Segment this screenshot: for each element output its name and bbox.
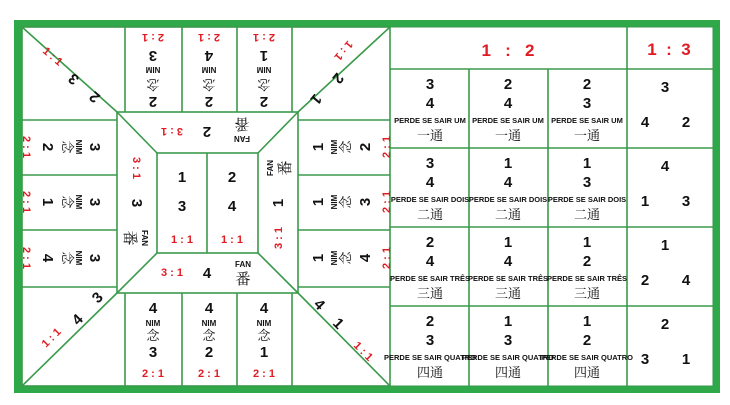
chinese-label: 二通: [573, 208, 601, 223]
cell-top-num: 1: [582, 313, 592, 330]
perde-label: PERDE SE SAIR UM: [551, 116, 623, 125]
cell-top-num: 3: [425, 155, 435, 172]
fan-ratio: 3 : 1: [160, 267, 184, 279]
cell-bottom-num: 4: [503, 253, 513, 270]
cell-ratio: 2 : 1: [381, 190, 393, 214]
cell-nian: 念: [59, 140, 74, 154]
corner-num: 3: [88, 288, 107, 307]
side-top-num: 4: [660, 158, 670, 175]
fan-ratio: 3 : 1: [160, 125, 184, 137]
chinese-label: 一通: [494, 129, 522, 144]
cell-nian: 念: [146, 329, 160, 344]
perde-label: PERDE SE SAIR UM: [394, 116, 466, 125]
side-right-num: 2: [681, 114, 691, 131]
cell-bottom-num: 4: [425, 174, 435, 191]
corner-ratio: 1 : 1: [39, 326, 64, 351]
cell-num: 1: [259, 47, 269, 64]
perde-label: PERDE SE SAIR DOIS: [547, 195, 627, 204]
cell-ratio: 2 : 1: [141, 31, 165, 43]
cell-bottom-num: 3: [582, 95, 592, 112]
cell-a: 3: [357, 197, 374, 207]
corner-num: 2: [86, 87, 104, 106]
fan-label: FAN: [234, 134, 250, 143]
cell-top-num: 1: [503, 313, 513, 330]
cell-top-num: 2: [425, 313, 435, 330]
cell-top-num: 1: [503, 234, 513, 251]
cell-bottom-num: 3: [425, 332, 435, 349]
cell-ratio: 2 : 1: [197, 368, 221, 380]
chinese-label: 一通: [416, 129, 444, 144]
cell-bottom-num: 2: [582, 253, 592, 270]
corner-num: 4: [68, 310, 87, 329]
cell-nian: 念: [146, 76, 160, 91]
perde-label: PERDE SE SAIR QUATRO: [384, 353, 476, 362]
cell-bottom: 2: [204, 344, 214, 361]
corner-num: 2: [328, 69, 347, 87]
center-ratio: 1 : 1: [220, 234, 244, 246]
fan-char: 番: [235, 270, 251, 288]
cell-nim: NIM: [74, 139, 83, 155]
fan-num: 1: [270, 198, 287, 208]
side-left-num: 2: [640, 272, 650, 289]
fan-num: 3: [128, 198, 145, 208]
chinese-label: 三通: [573, 287, 601, 302]
cell-nim: NIM: [145, 65, 161, 74]
cell-ratio: 2 : 1: [141, 368, 165, 380]
cell-nim: NIM: [201, 65, 217, 74]
corner-ratio: 1 : 1: [350, 339, 375, 364]
cell-ratio: 2 : 1: [20, 190, 32, 214]
cell-bottom-num: 2: [582, 332, 592, 349]
cell-num: 4: [259, 300, 269, 317]
cell-b: 3: [86, 142, 103, 152]
cell-nian: 念: [339, 140, 354, 154]
perde-label: PERDE SE SAIR TRÊS: [546, 274, 628, 283]
cell-nian: 念: [202, 329, 216, 344]
cell-b: 3: [86, 197, 103, 207]
cell-nian: 念: [257, 329, 271, 344]
perde-label: PERDE SE SAIR TRÊS: [389, 274, 471, 283]
perde-label: PERDE SE SAIR QUATRO: [462, 353, 554, 362]
chinese-label: 四通: [416, 366, 444, 381]
center-num: 1: [177, 169, 187, 186]
center-num: 2: [227, 169, 237, 186]
perde-label: PERDE SE SAIR DOIS: [468, 195, 548, 204]
fan-char: 番: [234, 115, 250, 133]
corner-num: 1: [329, 314, 348, 333]
side-top-num: 1: [660, 237, 670, 254]
chinese-label: 四通: [573, 366, 601, 381]
chinese-label: 二通: [494, 208, 522, 223]
cell-bottom-num: 3: [503, 332, 513, 349]
center-num: 3: [177, 198, 187, 215]
cell-nian: 念: [339, 251, 354, 265]
corner-num: 4: [310, 295, 329, 314]
side-top-num: 3: [660, 79, 670, 96]
cell-nim: NIM: [330, 250, 339, 266]
cell-bottom-num: 3: [582, 174, 592, 191]
cell-top-num: 1: [503, 155, 513, 172]
chinese-label: 二通: [416, 208, 444, 223]
cell-ratio: 2 : 1: [197, 31, 221, 43]
cell-bottom: 2: [259, 93, 269, 110]
cell-nim: NIM: [145, 319, 161, 328]
center-num: 4: [227, 198, 237, 215]
cell-nim: NIM: [74, 194, 83, 210]
fan-char: 番: [121, 230, 139, 246]
cell-b: 3: [86, 253, 103, 263]
cell-top-num: 1: [582, 155, 592, 172]
cell-a: 4: [39, 253, 56, 263]
perde-label: PERDE SE SAIR DOIS: [390, 195, 470, 204]
cell-bottom-num: 4: [503, 95, 513, 112]
chinese-label: 一通: [573, 129, 601, 144]
cell-nim: NIM: [201, 319, 217, 328]
side-top-num: 2: [660, 316, 670, 333]
cell-a: 1: [39, 197, 56, 207]
cell-top-num: 2: [582, 76, 592, 93]
cell-ratio: 2 : 1: [252, 31, 276, 43]
cell-nian: 念: [59, 195, 74, 209]
cell-nim: NIM: [256, 65, 272, 74]
cell-bottom: 1: [259, 344, 269, 361]
cell-a: 4: [357, 253, 374, 263]
perde-label: PERDE SE SAIR QUATRO: [541, 353, 633, 362]
fan-num: 4: [202, 265, 212, 282]
fan-ratio: 3 : 1: [130, 156, 142, 180]
perde-label: PERDE SE SAIR UM: [472, 116, 544, 125]
side-left-num: 3: [640, 351, 650, 368]
cell-nian: 念: [257, 76, 271, 91]
cell-b: 1: [310, 253, 327, 263]
cell-bottom: 3: [148, 344, 158, 361]
cell-bottom-num: 4: [503, 174, 513, 191]
side-left-num: 1: [640, 193, 650, 210]
chinese-label: 四通: [494, 366, 522, 381]
cell-nian: 念: [339, 195, 354, 209]
cell-ratio: 2 : 1: [381, 246, 393, 270]
cell-bottom: 2: [148, 93, 158, 110]
header-ratio-1-3: 1 : 3: [647, 40, 691, 59]
cell-nim: NIM: [256, 319, 272, 328]
cell-nim: NIM: [330, 139, 339, 155]
cell-a: 2: [39, 142, 56, 152]
fan-ratio: 3 : 1: [273, 226, 285, 250]
cell-nian: 念: [202, 76, 216, 91]
corner-num: 1: [306, 90, 325, 108]
cell-bottom-num: 4: [425, 253, 435, 270]
cell-ratio: 2 : 1: [252, 368, 276, 380]
cell-ratio: 2 : 1: [381, 135, 393, 159]
cell-top-num: 2: [503, 76, 513, 93]
fan-label: FAN: [235, 260, 251, 269]
header-ratio-1-2: 1 : 2: [481, 41, 535, 60]
cell-ratio: 2 : 1: [20, 246, 32, 270]
side-left-num: 4: [640, 114, 650, 131]
corner-ratio: 1 : 1: [40, 45, 65, 69]
cell-b: 1: [310, 197, 327, 207]
cell-num: 4: [204, 47, 214, 64]
cell-a: 2: [357, 142, 374, 152]
side-right-num: 1: [681, 351, 691, 368]
fan-label: FAN: [140, 230, 149, 246]
side-right-num: 4: [681, 272, 691, 289]
corner-ratio: 1 : 1: [331, 38, 355, 63]
side-right-num: 3: [681, 193, 691, 210]
cell-b: 1: [310, 142, 327, 152]
chinese-label: 三通: [494, 287, 522, 302]
fan-label: FAN: [266, 160, 275, 176]
cell-top-num: 2: [425, 234, 435, 251]
perde-label: PERDE SE SAIR TRÊS: [467, 274, 549, 283]
fan-char: 番: [276, 160, 294, 176]
cell-bottom: 2: [204, 93, 214, 110]
cell-top-num: 3: [425, 76, 435, 93]
cell-top-num: 1: [582, 234, 592, 251]
chinese-label: 三通: [416, 287, 444, 302]
cell-nian: 念: [59, 251, 74, 265]
cell-nim: NIM: [74, 250, 83, 266]
fan-num: 2: [202, 123, 212, 140]
center-ratio: 1 : 1: [170, 234, 194, 246]
cell-num: 4: [204, 300, 214, 317]
cell-nim: NIM: [330, 194, 339, 210]
cell-num: 4: [148, 300, 158, 317]
cell-ratio: 2 : 1: [20, 135, 32, 159]
cell-bottom-num: 4: [425, 95, 435, 112]
corner-num: 3: [65, 69, 83, 88]
cell-num: 3: [148, 47, 158, 64]
